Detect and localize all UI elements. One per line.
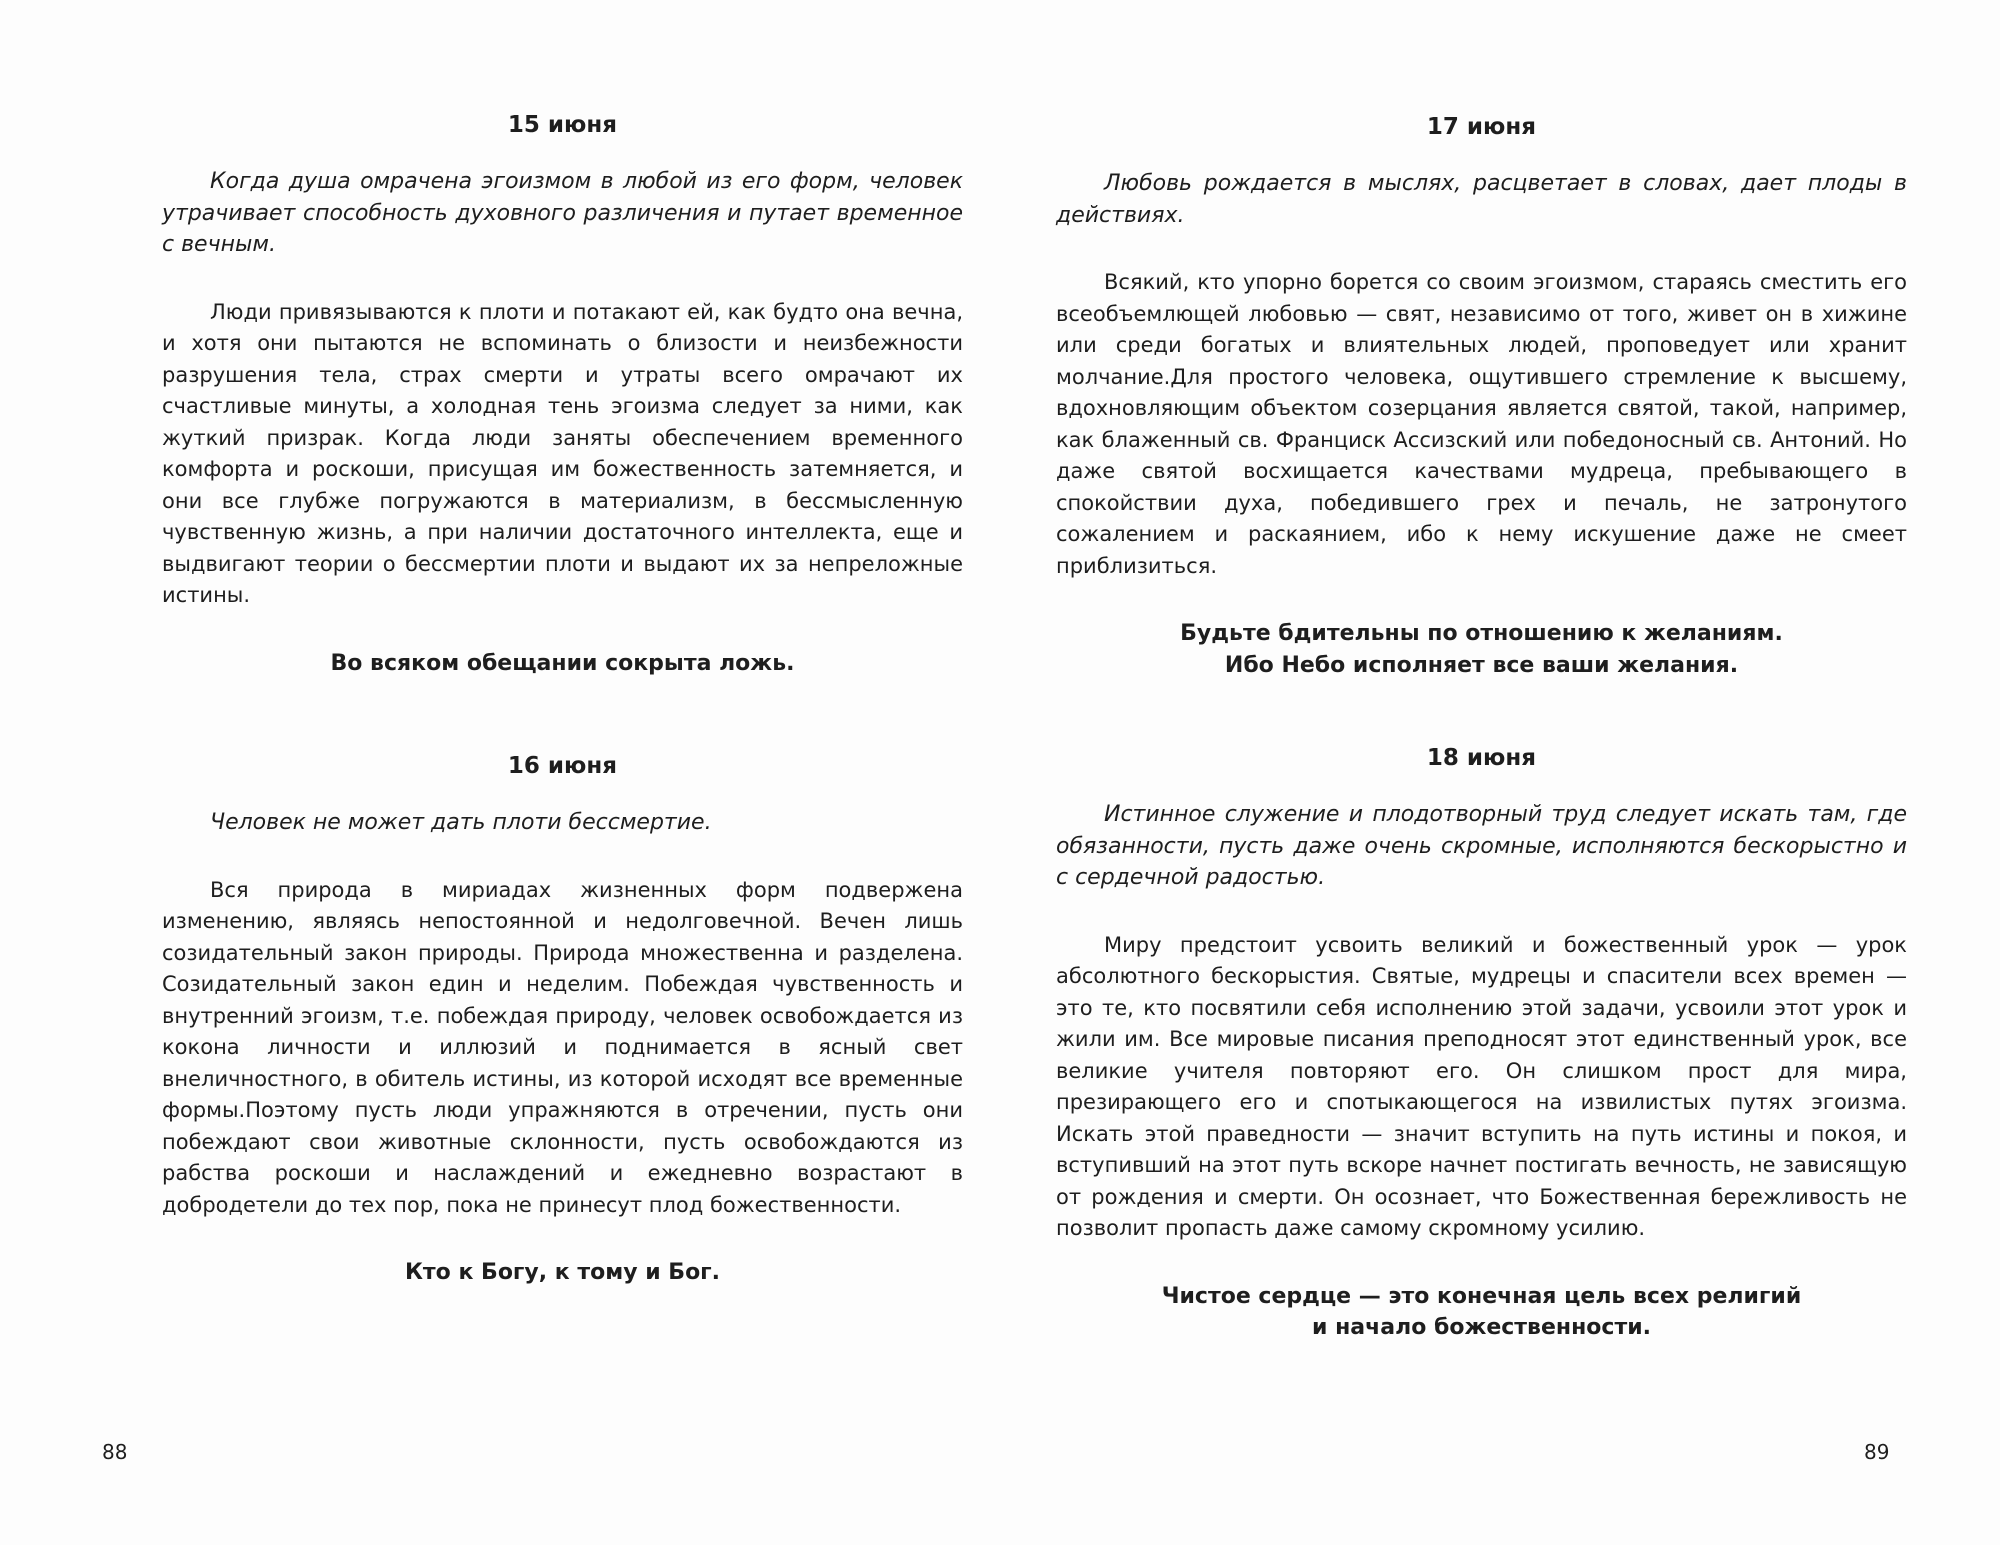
entry-body: Всякий, кто упорно борется со своим эгоизмом, стараясь сместить его всеобъемлющей любовью — свят, независимо от того, живет он в хижине или среди богатых и влиятельных людей, проповедует или хранит молчание.Для простого человека, ощутившего стремление к высшему, вдохновляющим объектом созерцания является святой, такой, например, как блаженный св. Франциск Ассизский или победоносный св. Антоний. Но даже святой восхищается качествами мудреца, пребывающего в спокойствии духа, победившего грех и печаль, не затронутого сожалением и раскаянием, ибо к нему искушение даже не смеет приблизиться.: [1056, 270, 1907, 578]
entry-motto: [162, 1257, 963, 1289]
entry-epigraph: Человек не может дать плоти бессмертие.: [210, 810, 712, 835]
right-page-column: [1056, 114, 1907, 1344]
entry-june-18: [1056, 745, 1907, 1344]
entry-motto: [1056, 1281, 1907, 1344]
entry-separator: [1056, 681, 1907, 745]
right-page: [1000, 0, 2000, 1545]
entry-motto: [1056, 618, 1907, 681]
page-number: 88: [102, 1440, 128, 1464]
motto-line: Будьте бдительны по отношению к желаниям.: [1180, 621, 1783, 646]
motto-line: Чистое сердце — это конечная цель всех религий: [1161, 1283, 1802, 1309]
entry-epigraph: Истинное служение и плодотворный труд следует искать там, где обязанности, пусть даже очень скромные, исполняются бескорыстно и с сердечной радостью.: [1056, 802, 1907, 890]
entry-june-17: [1056, 114, 1907, 681]
motto-line: и начало божественности.: [1312, 1315, 1651, 1340]
motto-line: Во всяком обещании сокрыта ложь.: [330, 650, 795, 676]
entry-date: 18 июня: [1426, 745, 1537, 771]
entry-date: 15 июня: [507, 112, 618, 138]
entry-date: 17 июня: [1426, 114, 1537, 140]
entry-motto: [162, 648, 963, 680]
left-page-column: [162, 112, 963, 1289]
page-number: 89: [1864, 1440, 1890, 1464]
entry-separator: [162, 679, 963, 753]
entry-date: 16 июня: [507, 753, 618, 779]
entry-body: Люди привязываются к плоти и потакают ей, как будто она вечна, и хотя они пытаются не вспоминать о близости и неизбежности разрушения тела, страх смерти и утраты всего омрачают их счастливые минуты, а холодная тень эгоизма следует за ними, как жуткий призрак. Когда люди заняты обеспечением временного комфорта и роскоши, присущая им божественность затемняется, и они все глубже погружаются в материализм, в бессмысленную чувственную жизнь, а при наличии достаточного интеллекта, еще и выдвигают теории о бессмертии плоти и выдают их за непреложные истины.: [162, 299, 963, 607]
motto-line: Ибо Небо исполняет все ваши желания.: [1224, 652, 1739, 678]
entry-body: Вся природа в мириадах жизненных форм подвержена изменению, являясь непостоянной и недолговечной. Вечен лишь созидательный закон природы. Природа множественна и разделена. Созидательный закон един и неделим. Побеждая чувственность и внутренний эгоизм, т.е. побеждая природу, человек освобождается из кокона личности и иллюзий и поднимается в ясный свет внеличностного, в обитель истины, из которой исходят все временные формы.Поэтому пусть люди упражняются в отречении, пусть они побеждают свои животные склонности, пусть освобождаются из рабства роскоши и наслаждений и ежедневно возрастают в добродетели до тех пор, пока не принесут плод божественности.: [162, 877, 963, 1217]
motto-line: Кто к Богу, к тому и Бог.: [404, 1260, 721, 1285]
entry-june-16: [162, 753, 963, 1289]
entry-body: Миру предстоит усвоить великий и божественный урок — урок абсолютного бескорыстия. Святые, мудрецы и спасители всех времен — это те, кто посвятили себя исполнению этой задачи, усвоили этот урок и жили им. Все мировые писания преподносят этот единственный урок, все великие учителя повторяют его. Он слишком прост для мира, презирающего его и спотыкающегося на извилистых путях эгоизма. Искать этой праведности — значит вступить на путь истины и покоя, и вступивший на этот путь вскоре начнет постигать вечность, не зависящую от рождения и смерти. Он осознает, что Божественная бережливость не позволит пропасть даже самому скромному усилию.: [1056, 932, 1907, 1240]
entry-epigraph: Любовь рождается в мыслях, расцветает в словах, дает плоды в действиях.: [1056, 171, 1907, 228]
entry-june-15: [162, 112, 963, 679]
entry-epigraph: Когда душа омрачена эгоизмом в любой из его форм, человек утрачивает способность духовного различения и путает временное с вечным.: [162, 169, 963, 257]
